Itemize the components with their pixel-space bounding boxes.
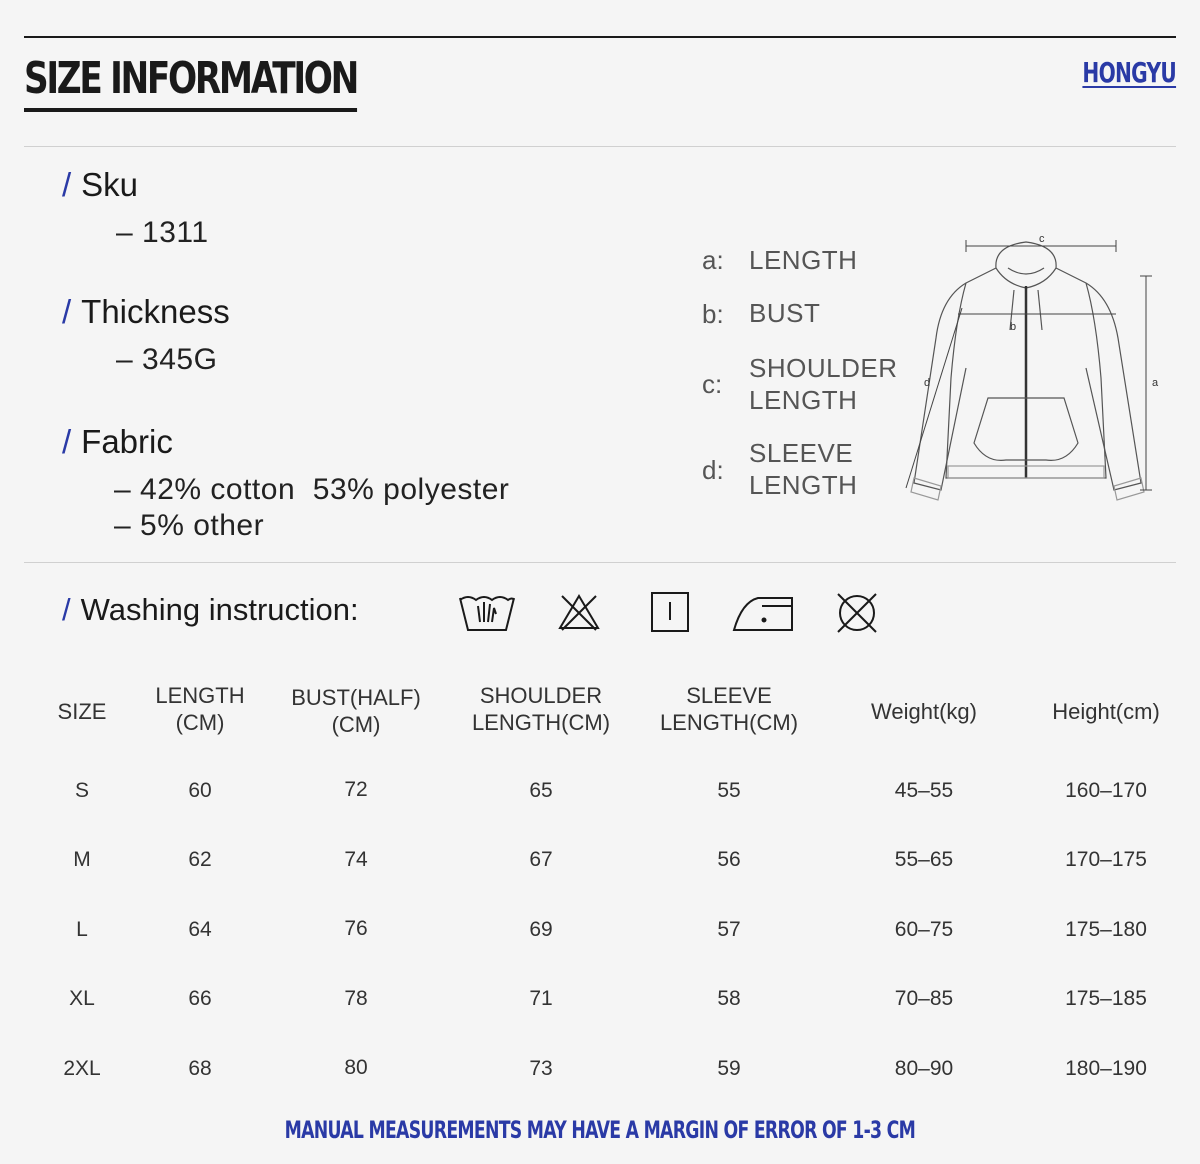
thickness-label: Thickness [81, 293, 230, 330]
brand-link[interactable]: HONGYU [1082, 56, 1176, 89]
legend-line: LENGTH [749, 470, 858, 500]
table-cell: 55–65 [894, 848, 954, 871]
diagram-label-b: b [1010, 321, 1017, 333]
measurement-note-text: MANUAL MEASUREMENTS MAY HAVE A MARGIN OF ERROR OF 1-3 CM [284, 1116, 916, 1144]
header-line: BUST(HALF) [291, 685, 421, 710]
table-cell: 160–170 [1065, 779, 1147, 802]
hang-dry-icon [640, 590, 702, 636]
col-header-bust [291, 684, 421, 738]
table-cell: 60 [188, 779, 212, 802]
table-cell: XL [69, 987, 95, 1010]
hoodie-hood [996, 242, 1056, 288]
table-cell: 65 [529, 779, 553, 802]
measure-line-d [906, 308, 962, 488]
sku-value: – 1311 [116, 216, 209, 249]
legend-line: SHOULDER [749, 353, 898, 383]
table-cell: 76 [344, 917, 368, 940]
legend-line: SLEEVE [749, 438, 854, 468]
table-cell: 69 [529, 918, 553, 941]
slash-mark: / [62, 293, 72, 330]
hoodie-diagram [896, 228, 1176, 508]
slash-mark: / [62, 166, 72, 203]
slash-mark: / [62, 423, 72, 460]
table-cell: 180–190 [1065, 1057, 1147, 1080]
legend-line: LENGTH [749, 385, 858, 415]
diagram-label-d: d [924, 377, 931, 389]
table-cell: 175–185 [1065, 987, 1147, 1010]
table-cell: 2XL [63, 1057, 101, 1080]
table-cell: S [74, 779, 90, 802]
diagram-label-a: a [1152, 377, 1159, 389]
header-line: (CM) [175, 710, 225, 735]
legend-letter-b: b: [702, 299, 724, 329]
hand-wash-icon [456, 590, 518, 636]
section-divider [24, 562, 1176, 563]
table-cell: 74 [344, 848, 368, 871]
table-cell: 45–55 [894, 779, 954, 802]
table-cell: L [76, 918, 88, 941]
diagram-label-c: c [1039, 233, 1045, 245]
table-cell: 67 [529, 848, 553, 871]
table-cell: 62 [188, 848, 212, 871]
do-not-bleach-icon [548, 590, 610, 636]
table-cell: 73 [529, 1057, 553, 1080]
header-line: (CM) [331, 712, 381, 737]
page-title: SIZE INFORMATION [24, 50, 357, 112]
table-cell: 175–180 [1065, 918, 1147, 941]
table-cell: 72 [344, 778, 368, 801]
col-header-sleeve [660, 682, 798, 736]
header-line: LENGTH [155, 683, 245, 708]
header-line: SIZE [57, 699, 107, 724]
iron-low-icon [732, 590, 794, 636]
col-header-weight [871, 698, 977, 725]
table-cell: 170–175 [1065, 848, 1147, 871]
table-cell: 78 [344, 987, 368, 1010]
table-cell: 57 [717, 918, 741, 941]
header-line: LENGTH(CM) [471, 710, 611, 735]
thickness-value: – 345G [116, 343, 218, 376]
table-cell: 56 [717, 848, 741, 871]
table-cell: 70–85 [894, 987, 954, 1010]
table-cell: M [73, 848, 91, 871]
legend-text-a [749, 244, 857, 276]
table-cell: 80–90 [894, 1057, 954, 1080]
header-line: Weight(kg) [871, 699, 977, 724]
washing-label: Washing instruction: [80, 592, 359, 627]
fabric-label: Fabric [81, 423, 173, 460]
table-cell: 64 [188, 918, 212, 941]
legend-line: BUST [749, 298, 821, 328]
slash-mark: / [62, 592, 71, 627]
sku-label: Sku [81, 166, 139, 203]
header-line: Height(cm) [1052, 699, 1160, 724]
table-cell: 68 [188, 1057, 212, 1080]
washing-heading [62, 592, 359, 628]
top-divider [24, 36, 1176, 38]
legend-line: LENGTH [749, 245, 858, 275]
legend-text-c [749, 352, 897, 416]
do-not-dry-clean-icon [826, 590, 888, 636]
header-line: LENGTH(CM) [659, 710, 799, 735]
header-line: SHOULDER [479, 683, 603, 708]
table-cell: 71 [529, 987, 553, 1010]
col-header-shoulder [472, 682, 610, 736]
header-divider [24, 146, 1176, 147]
table-cell: 66 [188, 987, 212, 1010]
table-cell: 60–75 [894, 918, 954, 941]
fabric-heading [62, 423, 173, 461]
table-cell: 80 [344, 1056, 368, 1079]
table-cell: 59 [717, 1057, 741, 1080]
legend-letter-a: a: [702, 245, 724, 275]
table-cell: 58 [717, 987, 741, 1010]
fabric-line-1: – 42% cotton 53% polyester [114, 473, 510, 506]
legend-text-b [749, 297, 820, 329]
fabric-line-2: – 5% other [114, 509, 265, 542]
legend-text-d [749, 437, 857, 501]
hoodie-right-sleeve [1056, 268, 1141, 490]
measurement-note [0, 1116, 1200, 1144]
header-line: SLEEVE [686, 683, 772, 708]
col-header-length [155, 682, 244, 736]
legend-letter-d: d: [702, 455, 724, 485]
table-cell: 55 [717, 779, 741, 802]
col-header-size [58, 698, 107, 725]
sku-heading [62, 166, 138, 204]
thickness-heading [62, 293, 230, 331]
legend-letter-c: c: [702, 369, 723, 399]
col-header-height [1052, 698, 1160, 725]
